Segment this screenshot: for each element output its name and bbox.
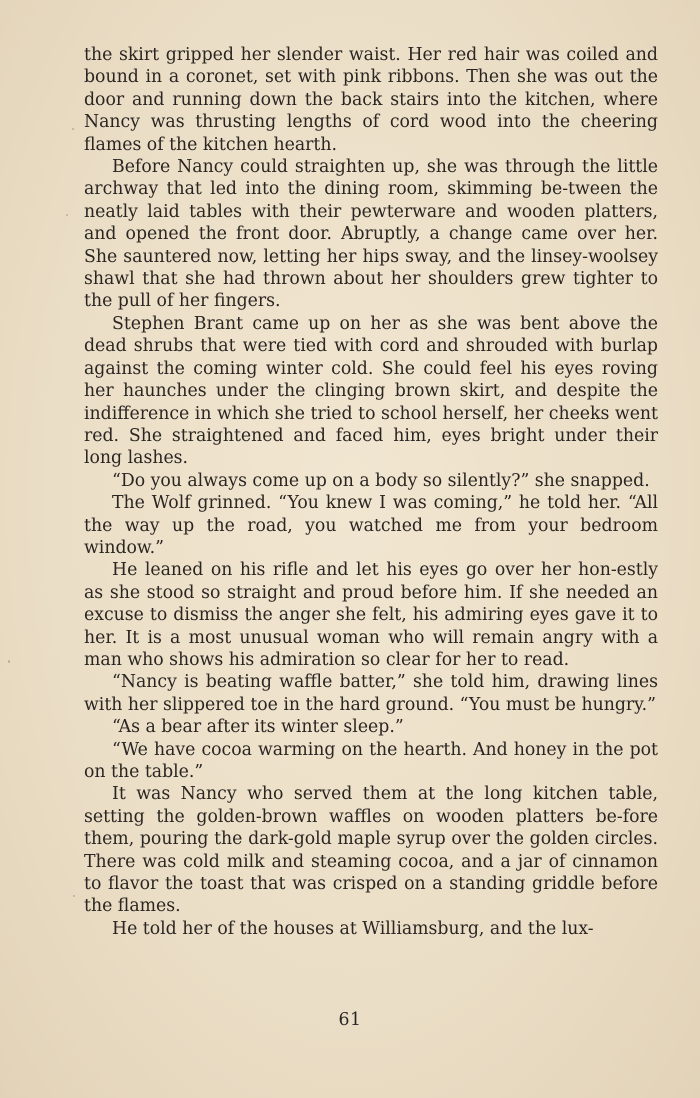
paper-speck <box>8 660 10 663</box>
paragraph: “As a bear after its winter sleep.” <box>112 717 404 738</box>
paragraph: “Nancy is beating waffle batter,” she told him, drawing lines with her slippered toe in the hard ground. “You must be hungry.” <box>84 672 658 715</box>
paragraph: It was Nancy who served them at the long kitchen table, setting the golden-brown waffles on wooden platters be-fore them, pouring the dark-gold maple syrup over the golden circles. There was cold milk and steaming cocoa, and a jar of cinnamon to flavor the toast that was crisped on a standing griddle before the flames. <box>84 784 658 917</box>
paper-speck <box>73 895 75 897</box>
paragraph: “We have cocoa warming on the hearth. And honey in the pot on the table.” <box>84 739 658 782</box>
paragraph: He told her of the houses at Williamsburg, and the lux- <box>112 918 594 939</box>
page-number: 61 <box>338 1010 362 1030</box>
paragraph: Before Nancy could straighten up, she was through the little archway that led into the dining room, skimming be-tween the neatly laid tables with their pewterware and wooden platters, and opened the front door. Abruptly, a change came over her. She sauntered now, letting her hips sway, and the linsey-woolsey shawl that she had thrown about her shoulders grew tighter to the pull of her fingers. <box>84 157 658 312</box>
body-text <box>84 44 658 940</box>
paragraph: The Wolf grinned. “You knew I was coming,” he told her. “All the way up the road, you watched me from your bedroom window.” <box>84 493 658 558</box>
paper-speck <box>72 128 74 130</box>
paragraph: Stephen Brant came up on her as she was bent above the dead shrubs that were tied with cord and shrouded with burlap against the coming winter cold. She could feel his eyes roving her haunches under the clinging brown skirt, and despite the indifference in which she tried to school herself, her cheeks went red. She straightened and faced him, eyes bright under their long lashes. <box>84 313 658 469</box>
paper-speck <box>66 214 68 216</box>
paragraph: the skirt gripped her slender waist. Her red hair was coiled and bound in a coronet, set with pink ribbons. Then she was out the door and running down the back stairs into the kitchen, where Nancy was thrusting lengths of cord wood into the cheering flames of the kitchen hearth. <box>84 45 658 155</box>
paragraph: He leaned on his rifle and let his eyes go over her hon-estly as she stood so straight and proud before him. If she needed an excuse to dismiss the anger she felt, his admiring eyes gave it to her. It is a most unusual woman who will remain angry with a man who shows his admiration so clear for her to read. <box>84 560 658 670</box>
paragraph: “Do you always come up on a body so silently?” she snapped. <box>112 470 650 491</box>
